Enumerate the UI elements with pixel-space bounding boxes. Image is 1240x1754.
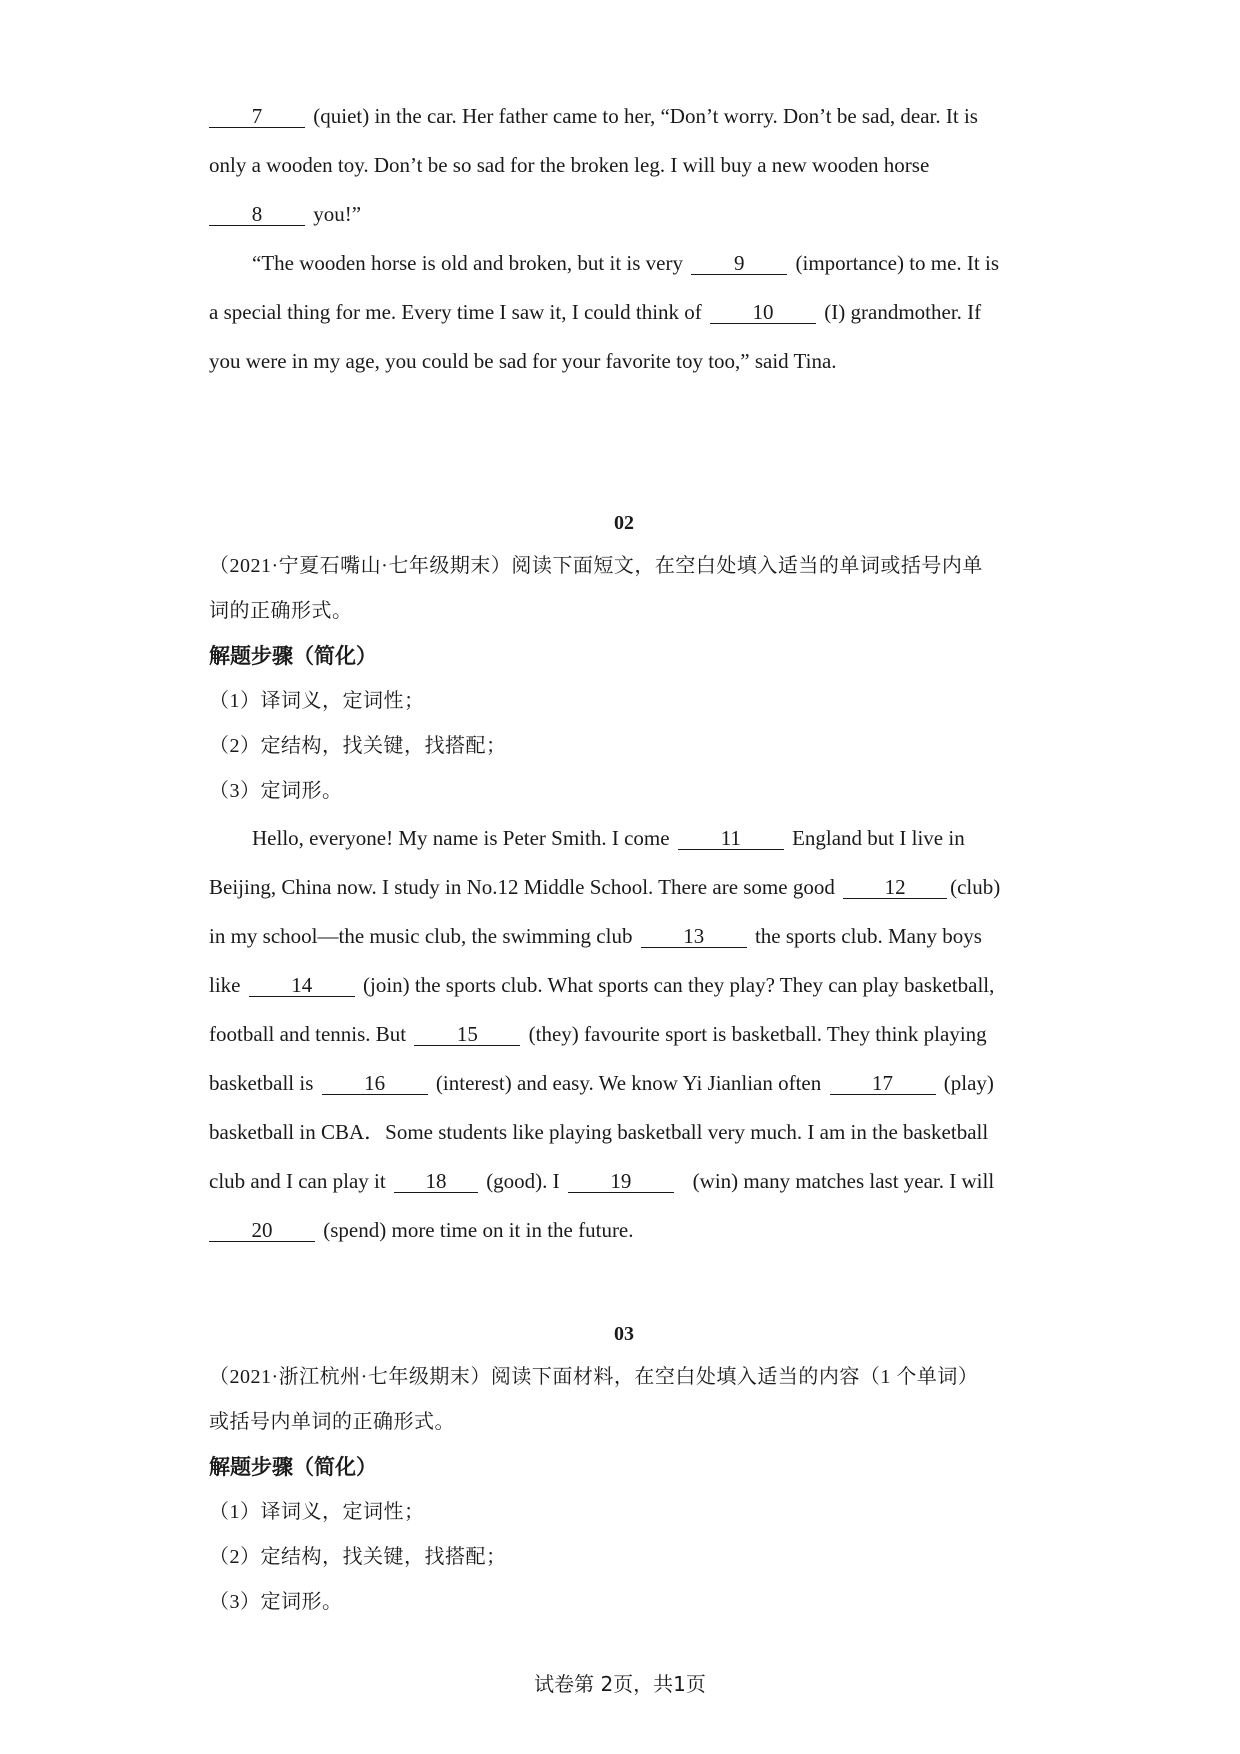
blank-19: 19 — [568, 1170, 674, 1193]
text: (join) the sports club. What sports can they play? They can play basketball, — [363, 973, 995, 997]
step-item: （2）定结构，找关键，找搭配； — [209, 1546, 507, 1568]
text: in my school—the music club, the swimming club — [209, 924, 633, 948]
blank-7: 7 — [209, 105, 305, 128]
text-line — [209, 814, 1039, 863]
blank-13: 13 — [641, 925, 747, 948]
text: (club) — [950, 875, 1001, 899]
blank-16: 16 — [322, 1072, 428, 1095]
steps-title: 解题步骤（简化） — [209, 644, 377, 668]
blank-18: 18 — [394, 1170, 478, 1193]
text-line — [209, 1157, 1039, 1206]
text: (good). I — [486, 1169, 560, 1193]
text-line — [209, 92, 1039, 141]
text: “The wooden horse is old and broken, but it is very — [252, 251, 683, 275]
text: the sports club. Many boys — [754, 924, 982, 948]
text: (they) favourite sport is basketball. They think playing — [528, 1022, 987, 1046]
section-number: 03 — [614, 1323, 634, 1345]
blank-17: 17 — [830, 1072, 936, 1095]
text: (spend) more time on it in the future. — [323, 1218, 634, 1242]
instruction-line: （2021·宁夏石嘴山·七年级期末）阅读下面短文，在空白处填入适当的单词或括号内单 — [209, 555, 983, 577]
step-item: （1）译词义，定词性； — [209, 1501, 425, 1523]
text: club and I can play it — [209, 1169, 386, 1193]
text-line — [209, 1010, 1039, 1059]
instruction-line: 词的正确形式。 — [209, 600, 353, 622]
text-line — [209, 190, 1039, 239]
text: England but I live in — [792, 826, 965, 850]
text-line — [209, 863, 1039, 912]
text: Beijing, China now. I study in No.12 Middle School. There are some good — [209, 875, 835, 899]
blank-10: 10 — [710, 301, 816, 324]
text: (win) many matches last year. I will — [692, 1169, 995, 1193]
step-item: （3）定词形。 — [209, 780, 343, 802]
text: football and tennis. But — [209, 1022, 407, 1046]
text: a special thing for me. Every time I saw it, I could think of — [209, 300, 702, 324]
text: basketball is — [209, 1071, 314, 1095]
text: (I) grandmother. If — [824, 300, 982, 324]
blank-14: 14 — [249, 974, 355, 997]
blank-11: 11 — [678, 827, 784, 850]
step-item: （1）译词义，定词性； — [209, 690, 425, 712]
instruction-line: （2021·浙江杭州·七年级期末）阅读下面材料，在空白处填入适当的内容（1 个单词） — [209, 1366, 979, 1388]
text-line — [209, 239, 1039, 288]
text-line — [209, 961, 1039, 1010]
text: (importance) to me. It is — [795, 251, 1000, 275]
text-line — [209, 912, 1039, 961]
text-line — [209, 1059, 1039, 1108]
instruction-line: 或括号内单词的正确形式。 — [209, 1411, 455, 1433]
text-line — [209, 288, 1039, 337]
section-number: 02 — [614, 512, 634, 534]
text: Hello, everyone! My name is Peter Smith. I come — [252, 826, 670, 850]
text: you!” — [313, 202, 362, 226]
blank-12: 12 — [843, 876, 947, 899]
blank-15: 15 — [414, 1023, 520, 1046]
page-footer: 试卷第 2页，共1页 — [534, 1672, 706, 1696]
step-item: （2）定结构，找关键，找搭配； — [209, 735, 507, 757]
step-item: （3）定词形。 — [209, 1591, 343, 1613]
text: like — [209, 973, 241, 997]
text-line: you were in my age, you could be sad for your favorite toy too,” said Tina. — [209, 349, 837, 373]
text: (play) — [943, 1071, 994, 1095]
blank-9: 9 — [691, 252, 787, 275]
text-line — [209, 1206, 1039, 1255]
steps-title: 解题步骤（简化） — [209, 1455, 377, 1479]
text: (interest) and easy. We know Yi Jianlian often — [435, 1071, 822, 1095]
blank-20: 20 — [209, 1219, 315, 1242]
blank-8: 8 — [209, 203, 305, 226]
text-line: basketball in CBA．Some students like playing basketball very much. I am in the basketball — [209, 1120, 989, 1144]
text: (quiet) in the car. Her father came to her, “Don’t worry. Don’t be sad, dear. It is — [313, 104, 978, 128]
exam-page — [209, 92, 1039, 1625]
text-line: only a wooden toy. Don’t be so sad for the broken leg. I will buy a new wooden horse — [209, 153, 930, 177]
